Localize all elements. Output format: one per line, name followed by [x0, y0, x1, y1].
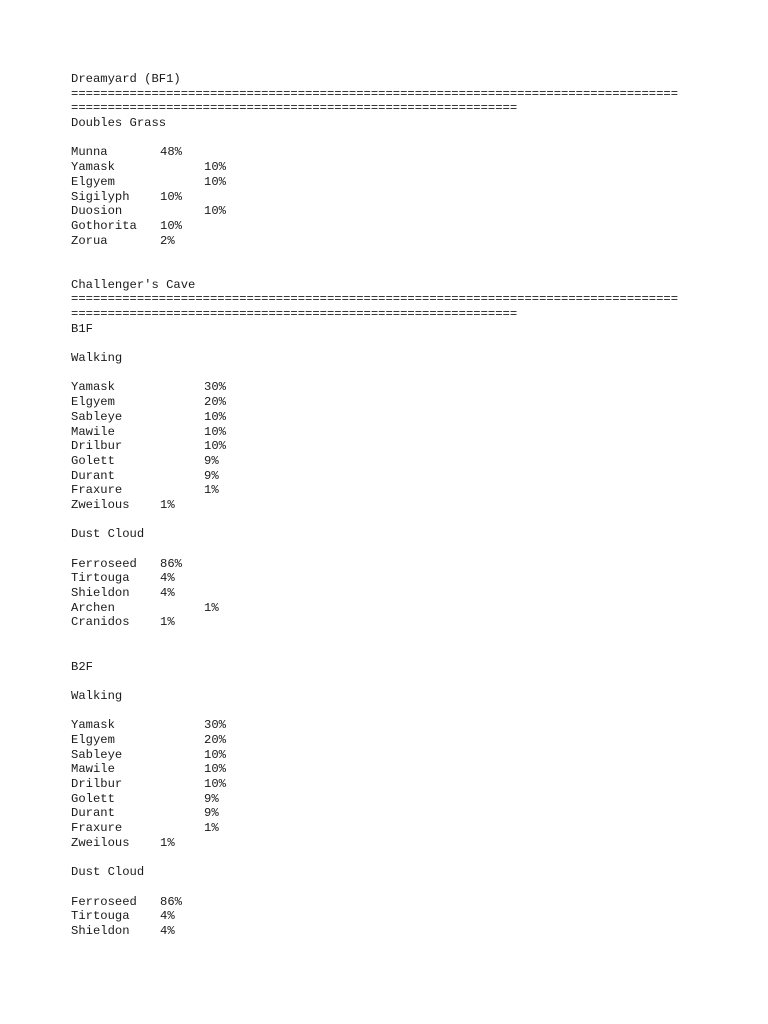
pokemon-name: Gothorita — [71, 218, 137, 233]
encounter-list — [71, 145, 711, 248]
encounter-row — [71, 821, 711, 836]
rate-column-2: 10% — [204, 439, 226, 454]
rate-column-1: 86% — [160, 556, 182, 571]
rate-column-2: 10% — [204, 777, 226, 791]
floor-label: B2F — [71, 659, 93, 674]
pokemon-name: Elgyem — [71, 395, 115, 410]
rate-column-1: 2% — [160, 233, 175, 248]
rate-column-2: 10% — [204, 747, 226, 762]
encounter-row — [71, 380, 711, 395]
pokemon-name: Mawile — [71, 762, 115, 777]
rate-column-2: 20% — [204, 395, 226, 410]
pokemon-name: Elgyem — [71, 732, 115, 747]
pokemon-name: Archen — [71, 600, 115, 615]
pokemon-name: Yamask — [71, 718, 115, 733]
encounter-list — [71, 557, 711, 630]
title-rule: ============================================================= — [71, 101, 518, 116]
encounter-row — [71, 425, 711, 440]
encounter-row — [71, 204, 711, 219]
rate-column-2: 9% — [204, 453, 219, 468]
pokemon-name: Shieldon — [71, 923, 130, 938]
encounter-row — [71, 498, 711, 513]
rate-column-2: 1% — [204, 600, 219, 615]
section-heading: Dust Cloud — [71, 527, 145, 542]
encounter-row — [71, 836, 711, 851]
pokemon-name: Tirtouga — [71, 909, 130, 924]
encounter-list — [71, 380, 711, 512]
pokemon-name: Munna — [71, 145, 108, 160]
pokemon-name: Elgyem — [71, 174, 115, 189]
encounter-row — [71, 454, 711, 469]
pokemon-name: Mawile — [71, 424, 115, 439]
encounter-row — [71, 792, 711, 807]
rate-column-2: 30% — [204, 380, 226, 395]
pokemon-name: Sableye — [71, 409, 123, 424]
rate-column-2: 1% — [204, 821, 219, 836]
section-heading: Walking — [71, 688, 123, 703]
encounter-row — [71, 909, 711, 924]
rate-column-1: 10% — [160, 218, 182, 233]
rate-column-2: 9% — [204, 806, 219, 821]
rate-column-2: 10% — [204, 409, 226, 424]
pokemon-name: Sableye — [71, 747, 123, 762]
encounter-row — [71, 762, 711, 777]
rate-column-2: 9% — [204, 468, 219, 483]
rate-column-1: 86% — [160, 894, 182, 909]
cave-title: Challenger's Cave — [71, 277, 196, 292]
pokemon-name: Drilbur — [71, 439, 123, 454]
pokemon-name: Durant — [71, 806, 115, 821]
encounter-row — [71, 483, 711, 498]
encounter-row — [71, 924, 711, 939]
section-heading: Walking — [71, 351, 123, 366]
rate-column-1: 4% — [160, 571, 175, 586]
rate-column-2: 10% — [204, 204, 226, 219]
rate-column-2: 9% — [204, 791, 219, 806]
rate-column-2: 10% — [204, 160, 226, 175]
encounter-row — [71, 175, 711, 190]
rate-column-2: 1% — [204, 483, 219, 498]
encounter-row — [71, 190, 711, 205]
title-rule: =================================================================================== — [71, 86, 679, 101]
rate-column-2: 10% — [204, 424, 226, 439]
pokemon-name: Fraxure — [71, 821, 123, 836]
encounter-row — [71, 806, 711, 821]
rate-column-1: 48% — [160, 145, 182, 160]
pokemon-name: Duosion — [71, 204, 123, 219]
pokemon-name: Durant — [71, 468, 115, 483]
dreamyard-title: Dreamyard (BF1) — [71, 72, 181, 86]
encounter-row — [71, 145, 711, 160]
pokemon-name: Yamask — [71, 160, 115, 175]
encounter-row — [71, 160, 711, 175]
encounter-list — [71, 718, 711, 850]
encounter-row — [71, 469, 711, 484]
pokemon-name: Shieldon — [71, 586, 130, 601]
pokemon-name: Zweilous — [71, 835, 130, 850]
title-rule: =================================================================================== — [71, 292, 679, 307]
encounter-row — [71, 601, 711, 616]
pokemon-name: Tirtouga — [71, 571, 130, 586]
section-heading: Doubles Grass — [71, 116, 167, 131]
pokemon-name: Ferroseed — [71, 556, 137, 571]
pokemon-name: Cranidos — [71, 615, 130, 630]
rate-column-1: 1% — [160, 835, 175, 850]
pokemon-name: Sigilyph — [71, 189, 130, 204]
encounter-row — [71, 733, 711, 748]
rate-column-1: 4% — [160, 923, 175, 938]
encounter-row — [71, 615, 711, 630]
pokemon-name: Yamask — [71, 380, 115, 395]
encounter-row — [71, 895, 711, 910]
floor-label: B1F — [71, 321, 93, 336]
rate-column-1: 4% — [160, 586, 175, 601]
title-rule: ============================================================= — [71, 307, 518, 321]
rate-column-2: 30% — [204, 718, 226, 733]
rate-column-2: 20% — [204, 732, 226, 747]
encounter-row — [71, 586, 711, 601]
pokemon-name: Drilbur — [71, 777, 123, 791]
encounter-list — [71, 895, 711, 939]
encounter-row — [71, 748, 711, 763]
pokemon-name: Zweilous — [71, 497, 130, 512]
rate-column-2: 10% — [204, 762, 226, 777]
encounter-row — [71, 395, 711, 410]
rate-column-1: 4% — [160, 909, 175, 924]
encounter-row — [71, 557, 711, 572]
section-heading: Dust Cloud — [71, 865, 145, 880]
pokemon-name: Golett — [71, 791, 115, 806]
encounter-row — [71, 234, 711, 249]
document-page — [71, 72, 711, 939]
encounter-row — [71, 718, 711, 733]
pokemon-name: Zorua — [71, 233, 108, 248]
encounter-row — [71, 410, 711, 425]
rate-column-1: 1% — [160, 497, 175, 512]
rate-column-1: 10% — [160, 189, 182, 204]
pokemon-name: Golett — [71, 453, 115, 468]
pokemon-name: Fraxure — [71, 483, 123, 498]
encounter-row — [71, 571, 711, 586]
encounter-row — [71, 777, 711, 792]
rate-column-1: 1% — [160, 615, 175, 630]
rate-column-2: 10% — [204, 174, 226, 189]
encounter-row — [71, 439, 711, 454]
encounter-row — [71, 219, 711, 234]
pokemon-name: Ferroseed — [71, 894, 137, 909]
